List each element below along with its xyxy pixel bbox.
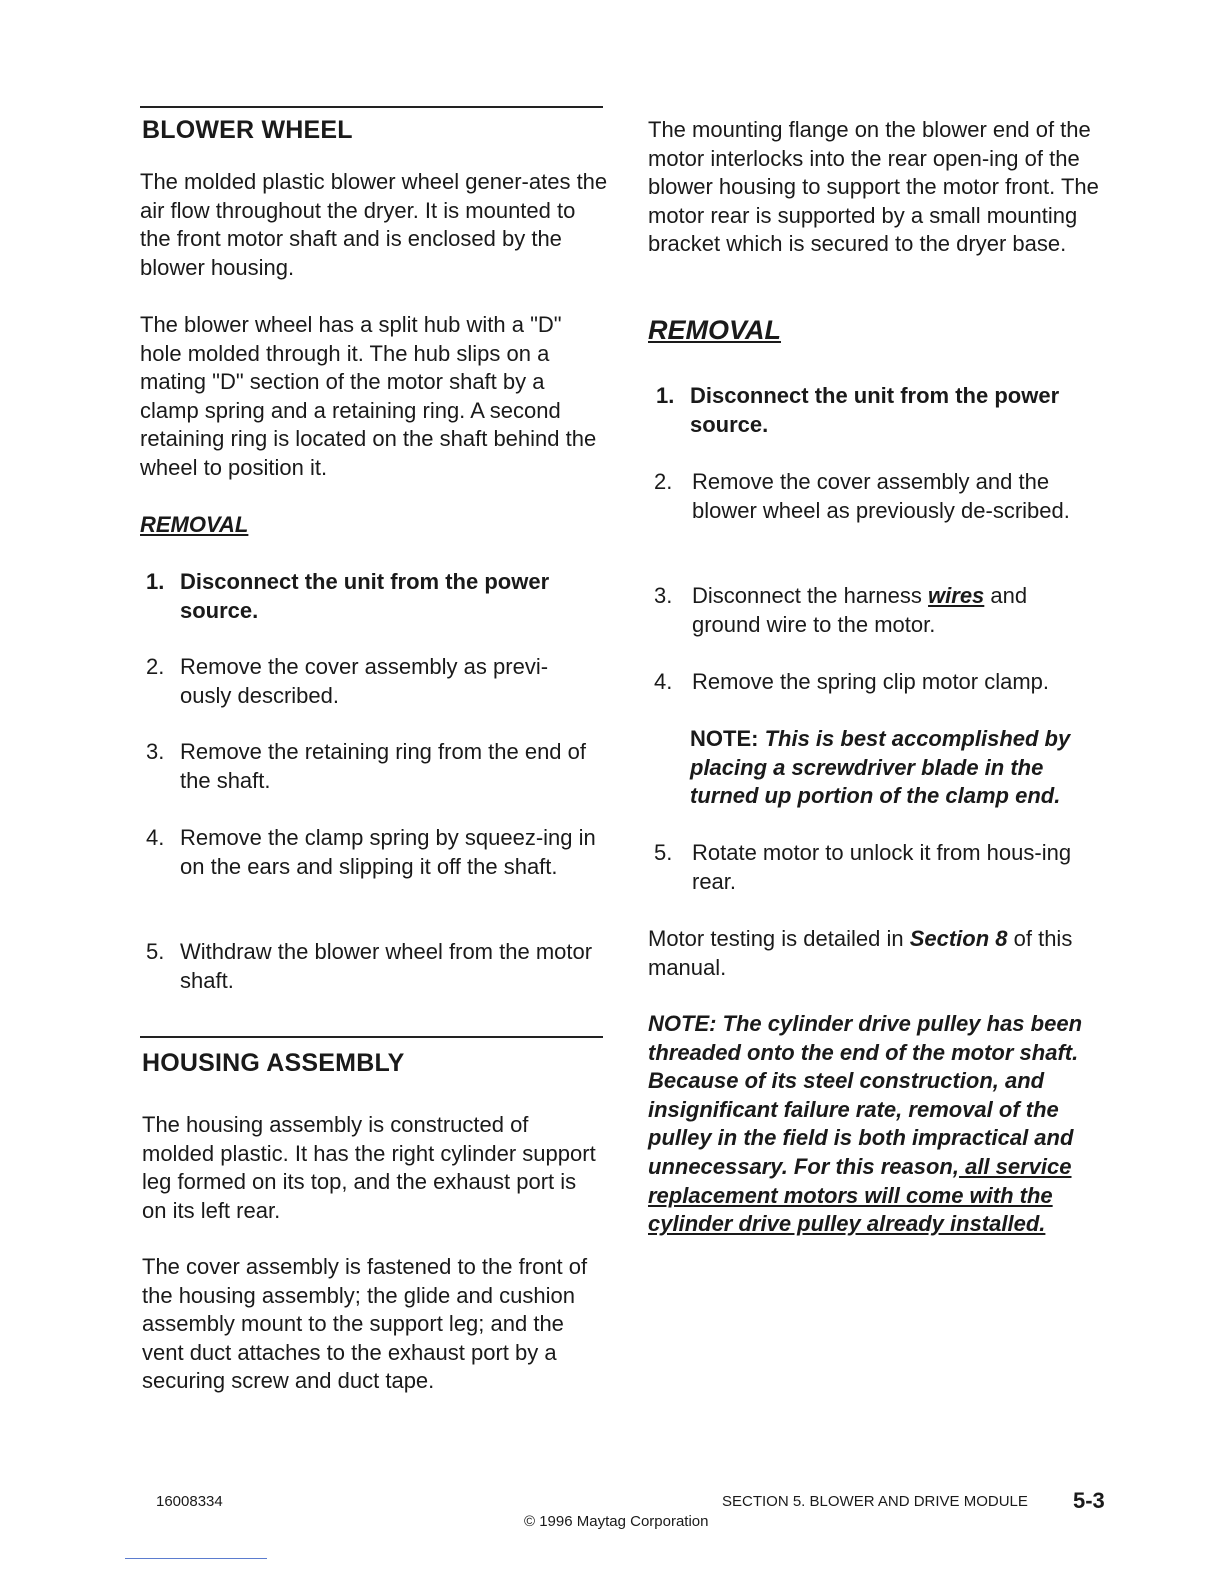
motor-testing-paragraph (648, 925, 1098, 982)
step-number: 5. (146, 939, 165, 964)
step-text: Remove the cover assembly and the blower wheel as previously de-scribed. (692, 469, 1070, 523)
page-number: 5-3 (1073, 1488, 1105, 1513)
wires-emphasis: wires (928, 583, 985, 608)
step-text: Remove the clamp spring by squeez-ing in on the ears and slipping it off the shaft. (180, 825, 596, 879)
right-step-3 (654, 582, 1094, 639)
left-step-5 (146, 938, 596, 995)
right-step-4 (654, 668, 1114, 697)
document-number: 16008334 (156, 1493, 223, 1510)
step-text: Remove the retaining ring from the end of the shaft. (180, 739, 587, 793)
note-label: NOTE: (690, 726, 759, 751)
step-number: 1. (656, 383, 675, 408)
left-step-1 (146, 568, 586, 625)
step-number: 2. (146, 654, 165, 679)
section-divider-top-left (140, 106, 603, 108)
testing-pre: Motor testing is detailed in (648, 926, 910, 951)
pulley-note-main: NOTE: The cylinder drive pulley has been threaded onto the end of the motor shaft. Because of its steel construction, and insignificant failure rate, removal of the pulley in the field is both impractical and unnecessary. For this reason, (648, 1011, 1083, 1179)
blower-paragraph-1: The molded plastic blower wheel gener-ates the air flow throughout the dryer. It is mounted to the front motor shaft and is enclosed by the blower housing. (140, 169, 608, 280)
motor-intro-paragraph: The mounting flange on the blower end of the motor interlocks into the rear open-ing of the blower housing to support the motor front. The motor rear is supported by a small mounting bracket which is secured to the dryer base. (648, 117, 1099, 257)
clamp-note (690, 725, 1115, 811)
step-number: 4. (146, 825, 165, 850)
step-number: 3. (654, 583, 673, 608)
step-text: Withdraw the blower wheel from the motor shaft. (180, 939, 593, 993)
housing-assembly-title: HOUSING ASSEMBLY (142, 1049, 405, 1077)
right-step-2 (654, 468, 1094, 525)
step-text: Remove the cover assembly as previ-ously described. (180, 654, 549, 708)
left-step-2 (146, 653, 596, 710)
section-footer: SECTION 5. BLOWER AND DRIVE MODULE (722, 1493, 1028, 1510)
step-text: Disconnect the unit from the power source. (690, 383, 1060, 437)
right-step-1 (656, 382, 1096, 439)
removal-heading-right: REMOVAL (648, 315, 781, 345)
left-step-3 (146, 738, 596, 795)
pulley-note-underlined: all service replacement motors will come with the cylinder drive pulley already installed. (648, 1153, 1072, 1237)
housing-paragraph-2: The cover assembly is fastened to the front of the housing assembly; the glide and cushion assembly mount to the support leg; and the vent duct attaches to the exhaust port by a securing screw and duct tape. (142, 1254, 588, 1394)
step-text (692, 582, 1094, 639)
step-text: Disconnect the unit from the power source. (180, 569, 550, 623)
copyright: © 1996 Maytag Corporation (524, 1513, 709, 1530)
blower-wheel-title: BLOWER WHEEL (142, 116, 353, 144)
removal-heading-left: REMOVAL (140, 512, 249, 537)
scan-artifact-line (125, 1558, 267, 1559)
testing-post: of this manual. (648, 926, 1073, 980)
left-step-4 (146, 824, 596, 881)
step-number: 3. (146, 739, 165, 764)
step-text: Rotate motor to unlock it from hous-ing rear. (692, 840, 1072, 894)
step-number: 5. (654, 840, 673, 865)
step-text: Remove the spring clip motor clamp. (692, 669, 1050, 694)
section-8-reference: Section 8 (909, 926, 1008, 951)
blower-paragraph-2: The blower wheel has a split hub with a "D" hole molded through it. The hub slips on a mating "D" section of the motor shaft by a clamp spring and a retaining ring. A second retaining ring is located on the shaft behind the wheel to position it. (140, 312, 597, 480)
housing-paragraph-1: The housing assembly is constructed of molded plastic. It has the right cylinder support leg formed on its top, and the exhaust port is on its left rear. (142, 1112, 596, 1223)
section-divider-housing (140, 1036, 603, 1038)
step-number: 2. (654, 469, 673, 494)
step-number: 4. (654, 669, 673, 694)
step-number: 1. (146, 569, 165, 594)
step-text-post: and ground wire to the motor. (692, 583, 1028, 637)
note-text: This is best accomplished by placing a screwdriver blade in the turned up portion of the clamp end. (690, 726, 1071, 809)
right-step-5 (654, 839, 1094, 896)
step-text-pre: Disconnect the harness (692, 583, 929, 608)
pulley-note (648, 1010, 1113, 1239)
